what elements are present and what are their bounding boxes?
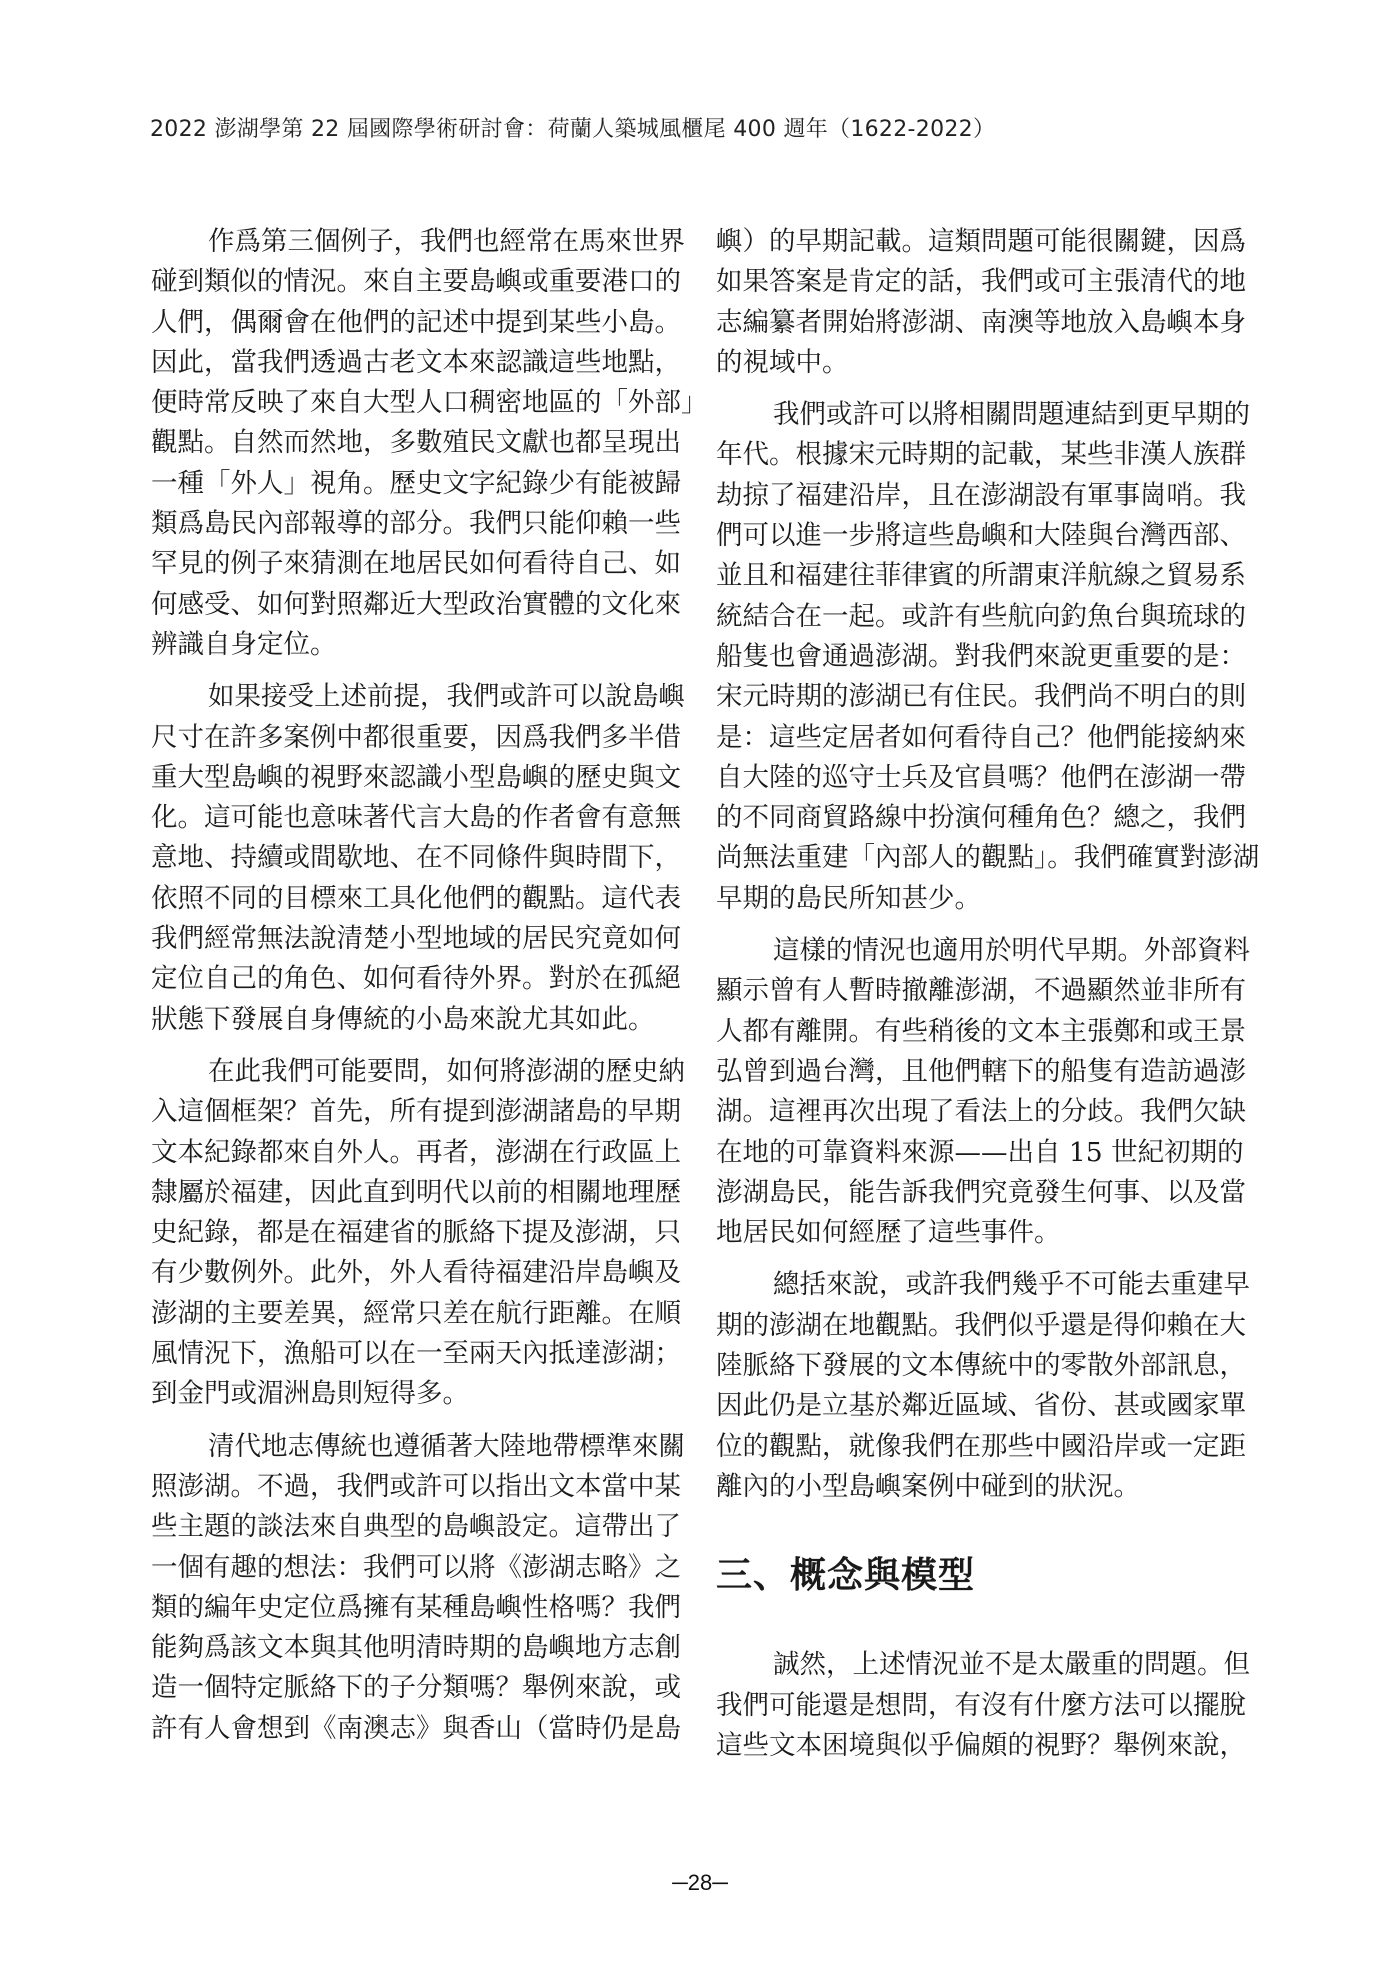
text-line: 造一個特定脈絡下的子分類嗎？舉例來說，或 xyxy=(151,1672,681,1704)
section-heading: 三、概念與模型 xyxy=(716,1554,976,1597)
text-line: 史紀錄，都是在福建省的脈絡下提及澎湖，只 xyxy=(151,1217,681,1249)
text-line: 的視域中。 xyxy=(716,346,849,378)
paragraph xyxy=(716,1265,1250,1507)
text-line: 定位自己的角色、如何看待外界。對於在孤絕 xyxy=(151,963,681,995)
text-line: 是：這些定居者如何看待自己？他們能接納來 xyxy=(716,721,1246,753)
text-line: 許有人會想到《南澳志》與香山（當時仍是島 xyxy=(151,1712,681,1744)
text-line: 澎湖島民，能告訴我們究竟發生何事、以及當 xyxy=(716,1176,1246,1208)
text-line: 的不同商貿路線中扮演何種角色？總之，我們 xyxy=(716,802,1246,834)
text-line: 碰到類似的情況。來自主要島嶼或重要港口的 xyxy=(151,266,681,298)
text-line: 早期的島民所知甚少。 xyxy=(716,882,981,914)
left-column xyxy=(151,222,708,1749)
text-line: 期的澎湖在地觀點。我們似乎還是得仰賴在大 xyxy=(716,1309,1246,1341)
paragraph-gap xyxy=(151,1415,667,1427)
paragraph-gap xyxy=(151,665,667,677)
text-line: 總括來說，或許我們幾乎不可能去重建早 xyxy=(773,1269,1250,1301)
text-line: 作爲第三個例子，我們也經常在馬來世界 xyxy=(208,226,685,257)
text-line: 志編纂者開始將澎湖、南澳等地放入島嶼本身 xyxy=(716,306,1246,338)
text-line: 些主題的談法來自典型的島嶼設定。這帶出了 xyxy=(151,1511,681,1543)
text-line: 狀態下發展自身傳統的小島來說尤其如此。 xyxy=(151,1003,655,1035)
text-line: 們可以進一步將這些島嶼和大陸與台灣西部、 xyxy=(716,520,1246,552)
paragraph xyxy=(716,395,1260,919)
paragraph xyxy=(151,222,708,665)
text-line: 風情況下，漁船可以在一至兩天內抵達澎湖； xyxy=(151,1338,681,1370)
text-line: 尺寸在許多案例中都很重要，因爲我們多半借 xyxy=(151,721,681,753)
text-line: 這些文本困境與似乎偏頗的視野？舉例來說， xyxy=(716,1729,1246,1761)
text-line: 船隻也會通過澎湖。對我們來說更重要的是： xyxy=(716,640,1246,672)
running-header: 2022 澎湖學第 22 屆國際學術研討會：荷蘭人築城風櫃尾 400 週年（1622-2022） xyxy=(150,117,996,142)
text-line: 尚無法重建「內部人的觀點」。我們確實對澎湖 xyxy=(716,842,1260,874)
text-line: 一個有趣的想法：我們可以將《澎湖志略》之 xyxy=(151,1551,681,1583)
text-line: 自大陸的巡守士兵及官員嗎？他們在澎湖一帶 xyxy=(716,761,1246,793)
text-line: 我們可能還是想問，有沒有什麼方法可以擺脫 xyxy=(716,1689,1246,1721)
text-line: 因此，當我們透過古老文本來認識這些地點， xyxy=(151,346,681,378)
paragraph-gap xyxy=(716,1253,1232,1265)
paragraph xyxy=(716,222,1246,383)
text-line: 我們或許可以將相關問題連結到更早期的 xyxy=(773,399,1250,431)
text-line: 因此仍是立基於鄰近區域、省份、甚或國家單 xyxy=(716,1390,1246,1422)
right-column xyxy=(716,222,1260,1766)
text-line: 地居民如何經歷了這些事件。 xyxy=(716,1217,1061,1249)
text-line: 位的觀點，就像我們在那些中國沿岸或一定距 xyxy=(716,1430,1246,1462)
paragraph xyxy=(151,1052,685,1415)
text-line: 湖。這裡再次出現了看法上的分歧。我們欠缺 xyxy=(716,1096,1246,1128)
text-line: 在地的可靠資料來源——出自 15 世紀初期的 xyxy=(716,1136,1244,1168)
text-line: 宋元時期的澎湖已有住民。我們尚不明白的則 xyxy=(716,681,1246,713)
paragraph-gap xyxy=(716,383,1232,395)
text-line: 類爲島民內部報導的部分。我們只能仰賴一些 xyxy=(151,508,681,540)
text-line: 能夠爲該文本與其他明清時期的島嶼地方志創 xyxy=(151,1632,681,1664)
text-line: 我們經常無法說清楚小型地域的居民究竟如何 xyxy=(151,923,681,955)
paragraph xyxy=(716,931,1250,1253)
text-line: 劫掠了福建沿岸，且在澎湖設有軍事崗哨。我 xyxy=(716,479,1246,511)
text-line: 隸屬於福建，因此直到明代以前的相關地理歷 xyxy=(151,1176,681,1208)
text-line: 人們，偶爾會在他們的記述中提到某些小島。 xyxy=(151,306,681,338)
text-line: 照澎湖。不過，我們或許可以指出文本當中某 xyxy=(151,1470,681,1502)
text-line: 罕見的例子來猜測在地居民如何看待自己、如 xyxy=(151,548,681,580)
text-line: 這樣的情況也適用於明代早期。外部資料 xyxy=(773,935,1250,967)
text-line: 重大型島嶼的視野來認識小型島嶼的歷史與文 xyxy=(151,761,681,793)
text-line: 人都有離開。有些稍後的文本主張鄭和或王景 xyxy=(716,1015,1246,1047)
paragraph xyxy=(716,1645,1250,1766)
text-line: 年代。根據宋元時期的記載，某些非漢人族群 xyxy=(716,439,1246,471)
text-line: 意地、持續或間歇地、在不同條件與時間下， xyxy=(151,842,681,874)
text-line: 化。這可能也意味著代言大島的作者會有意無 xyxy=(151,802,681,834)
text-line: 有少數例外。此外，外人看待福建沿岸島嶼及 xyxy=(151,1257,681,1289)
text-line: 何感受、如何對照鄰近大型政治實體的文化來 xyxy=(151,588,681,620)
text-line: 一種「外人」視角。歷史文字紀錄少有能被歸 xyxy=(151,467,681,499)
paragraph xyxy=(151,677,685,1040)
text-line: 如果答案是肯定的話，我們或可主張清代的地 xyxy=(716,266,1246,298)
text-line: 離內的小型島嶼案例中碰到的狀況。 xyxy=(716,1470,1140,1502)
text-line: 如果接受上述前提，我們或許可以說島嶼 xyxy=(208,681,685,713)
text-line: 澎湖的主要差異，經常只差在航行距離。在順 xyxy=(151,1297,681,1329)
text-line: 辨識自身定位。 xyxy=(151,628,337,660)
text-line: 誠然，上述情況並不是太嚴重的問題。但 xyxy=(773,1649,1250,1681)
text-line: 在此我們可能要問，如何將澎湖的歷史納 xyxy=(208,1055,685,1087)
text-line: 陸脈絡下發展的文本傳統中的零散外部訊息， xyxy=(716,1350,1246,1382)
text-line: 並且和福建往菲律賓的所謂東洋航線之貿易系 xyxy=(716,560,1246,592)
text-line: 觀點。自然而然地，多數殖民文獻也都呈現出 xyxy=(151,427,681,459)
text-line: 顯示曾有人暫時撤離澎湖，不過顯然並非所有 xyxy=(716,975,1246,1007)
text-line: 弘曾到過台灣，且他們轄下的船隻有造訪過澎 xyxy=(716,1055,1246,1087)
text-line: 到金門或湄洲島則短得多。 xyxy=(151,1378,469,1410)
page-number: ─28─ xyxy=(672,1870,728,1895)
paragraph-gap xyxy=(151,1040,667,1052)
text-line: 統結合在一起。或許有些航向釣魚台與琉球的 xyxy=(716,600,1246,632)
text-line: 依照不同的目標來工具化他們的觀點。這代表 xyxy=(151,882,681,914)
paragraph-gap xyxy=(716,919,1232,931)
text-line: 便時常反映了來自大型人口稠密地區的「外部」 xyxy=(151,387,708,419)
text-line: 入這個框架？首先，所有提到澎湖諸島的早期 xyxy=(151,1096,681,1128)
text-line: 清代地志傳統也遵循著大陸地帶標準來關 xyxy=(208,1430,685,1462)
text-line: 類的編年史定位爲擁有某種島嶼性格嗎？我們 xyxy=(151,1591,681,1623)
paragraph xyxy=(151,1427,685,1749)
text-line: 文本紀錄都來自外人。再者，澎湖在行政區上 xyxy=(151,1136,681,1168)
text-line: 嶼）的早期記載。這類問題可能很關鍵，因爲 xyxy=(716,226,1246,257)
